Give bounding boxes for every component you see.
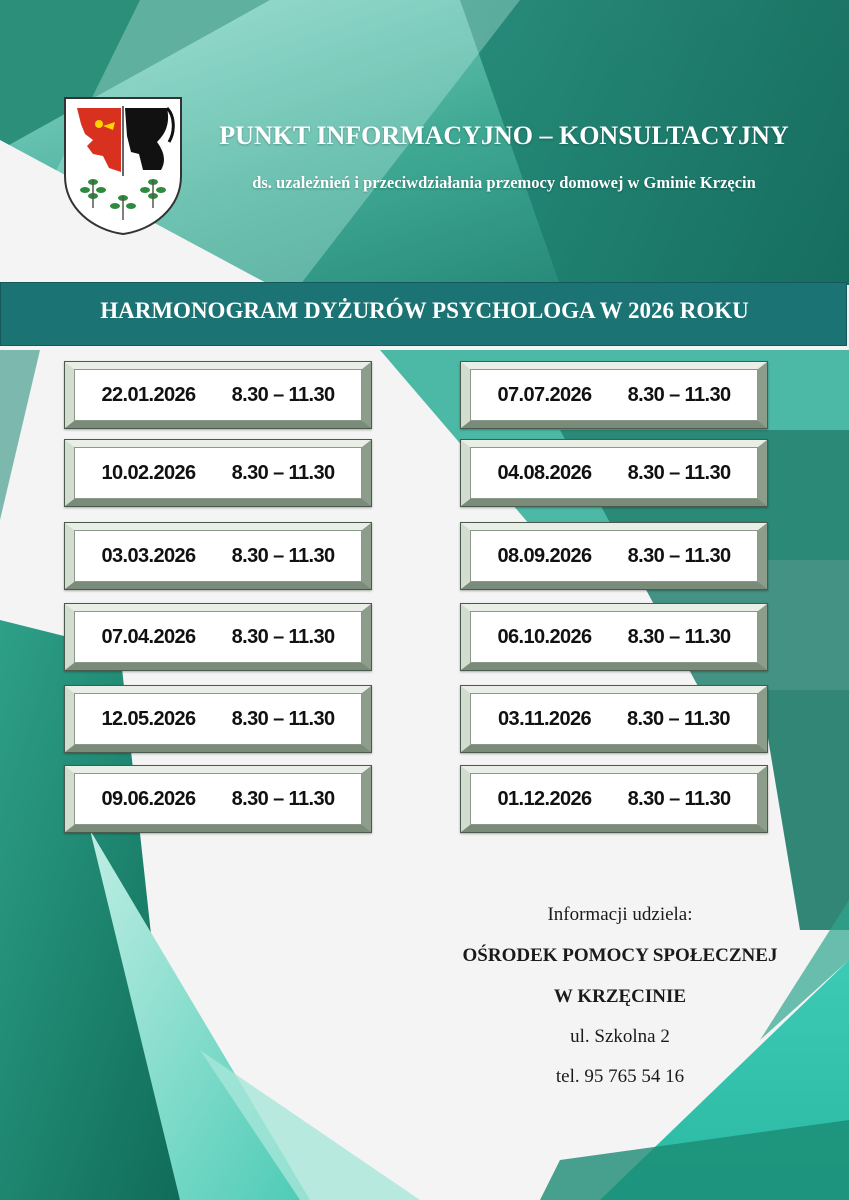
contact-address: ul. Szkolna 2 [570, 1026, 670, 1047]
schedule-slot [460, 439, 768, 507]
slot-date: 04.08.2026 [497, 461, 592, 484]
schedule-slot [64, 603, 372, 671]
slot-date: 22.01.2026 [101, 383, 196, 406]
slot-date: 01.12.2026 [497, 787, 592, 810]
slot-time: 8.30 – 11.30 [627, 625, 731, 648]
slot-date: 07.07.2026 [497, 383, 592, 406]
slot-date: 03.03.2026 [101, 544, 196, 567]
slot-date: 12.05.2026 [101, 707, 196, 730]
slot-date: 03.11.2026 [498, 707, 592, 730]
slot-time: 8.30 – 11.30 [627, 544, 731, 567]
page-subtitle: ds. uzależnień i przeciwdziałania przemocy domowej w Gminie Krzęcin [252, 173, 756, 192]
contact-phone: tel. 95 765 54 16 [555, 1066, 685, 1087]
slot-time: 8.30 – 11.30 [231, 544, 335, 567]
slot-time: 8.30 – 11.30 [231, 383, 335, 406]
slot-time: 8.30 – 11.30 [627, 787, 731, 810]
slot-time: 8.30 – 11.30 [627, 707, 730, 730]
slot-time: 8.30 – 11.30 [231, 787, 335, 810]
slot-date: 08.09.2026 [497, 544, 592, 567]
schedule-slot [64, 522, 372, 590]
page-title: PUNKT INFORMACYJNO – KONSULTACYJNY [219, 121, 789, 150]
slot-time: 8.30 – 11.30 [231, 707, 335, 730]
schedule-slot [64, 439, 372, 507]
schedule-banner-title: HARMONOGRAM DYŻURÓW PSYCHOLOGA W 2026 ROKU [100, 298, 749, 323]
schedule-slot [460, 765, 768, 833]
slot-time: 8.30 – 11.30 [231, 461, 335, 484]
slot-date: 07.04.2026 [101, 625, 196, 648]
schedule-slot [460, 522, 768, 590]
schedule-slot [460, 603, 768, 671]
contact-org-line1: OŚRODEK POMOCY SPOŁECZNEJ [462, 945, 778, 966]
schedule-slot [460, 685, 768, 753]
coat-of-arms-icon [63, 96, 183, 236]
contact-intro: Informacji udziela: [547, 904, 693, 925]
slot-date: 09.06.2026 [101, 787, 196, 810]
schedule-slot [460, 361, 768, 429]
slot-date: 10.02.2026 [101, 461, 196, 484]
contact-org-line2: W KRZĘCINIE [553, 986, 687, 1007]
schedule-slot [64, 361, 372, 429]
slot-time: 8.30 – 11.30 [627, 383, 731, 406]
schedule-slot [64, 765, 372, 833]
schedule-slot [64, 685, 372, 753]
slot-time: 8.30 – 11.30 [231, 625, 335, 648]
slot-time: 8.30 – 11.30 [627, 461, 731, 484]
slot-date: 06.10.2026 [497, 625, 592, 648]
